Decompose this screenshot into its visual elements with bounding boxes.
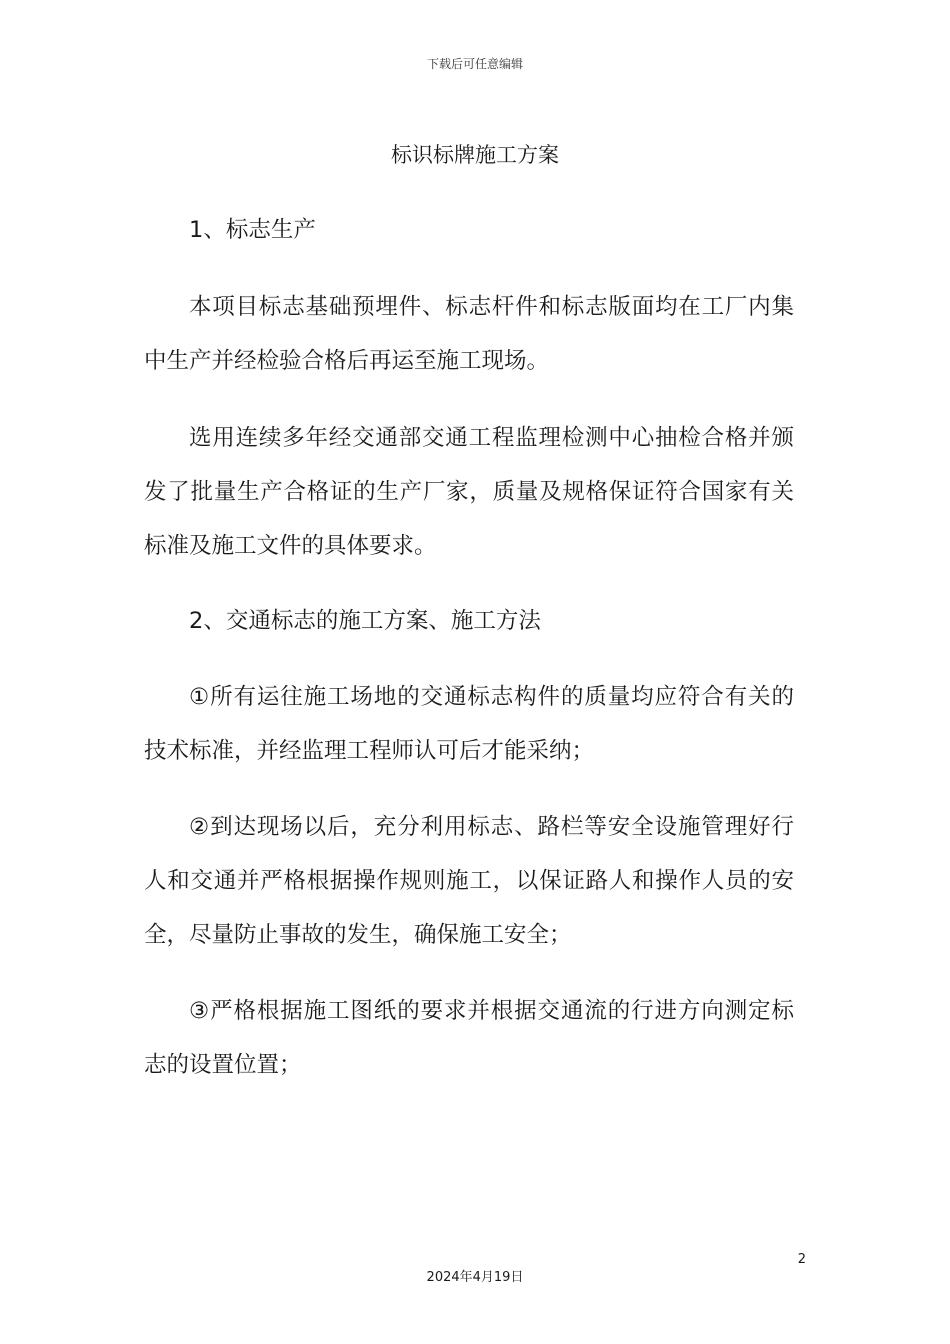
list-item-1: ①所有运往施工场地的交通标志构件的质量均应符合有关的技术标准，并经监理工程师认可后才能采纳； [144,684,794,764]
paragraph-supplier: 选用连续多年经交通部交通工程监理检测中心抽检合格并颁发了批量生产合格证的生产厂家，质量及规格保证符合国家有关标准及施工文件的具体要求。 [144,425,794,559]
list-item-3: ③严格根据施工图纸的要求并根据交通流的行进方向测定标志的设置位置； [144,998,794,1078]
list-item-2: ②到达现场以后，充分利用标志、路栏等安全设施管理好行人和交通并严格根据操作规则施工，以保证路人和操作人员的安全，尽量防止事故的发生，确保施工安全； [144,814,794,948]
section-heading-2: 2、交通标志的施工方案、施工方法 [189,608,541,634]
section-heading-1: 1、标志生产 [189,217,316,243]
header-note: 下载后可任意编辑 [426,57,523,71]
page-number: 2 [797,1252,806,1267]
document-title: 标识标牌施工方案 [391,143,559,167]
footer-date: 2024年4月19日 [426,1270,524,1285]
paragraph-production: 本项目标志基础预埋件、标志杆件和标志版面均在工厂内集中生产并经检验合格后再运至施工现场。 [144,294,794,374]
